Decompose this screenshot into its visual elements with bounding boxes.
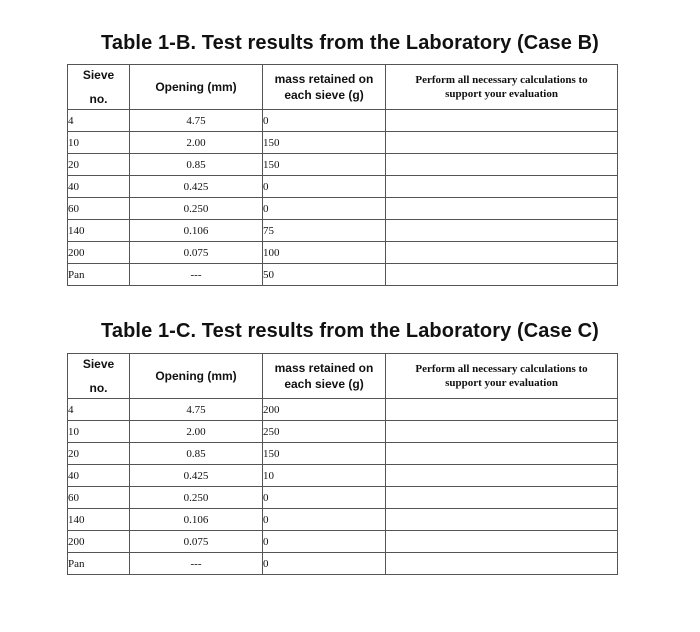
sieve-no-cell: 60	[68, 198, 130, 220]
calculation-cell[interactable]	[386, 264, 618, 286]
calculation-cell[interactable]	[386, 198, 618, 220]
sieve-header-line2: no.	[89, 92, 108, 106]
mass-retained-cell: 0	[263, 110, 386, 132]
table-row	[68, 198, 618, 220]
calculation-cell[interactable]	[386, 154, 618, 176]
calc-header-line2: support your evaluation	[445, 88, 558, 100]
calculation-cell[interactable]	[386, 110, 618, 132]
mass-retained-cell: 0	[263, 509, 386, 531]
mass-header-line1: mass retained on	[274, 72, 374, 86]
sieve-no-cell: 20	[68, 443, 130, 465]
mass-header-line2: each sieve (g)	[284, 377, 364, 391]
table-row	[68, 220, 618, 242]
table-row	[68, 421, 618, 443]
mass-retained-cell: 200	[263, 399, 386, 421]
mass-retained-cell: 50	[263, 264, 386, 286]
mass-retained-cell: 0	[263, 487, 386, 509]
opening-cell: 0.425	[130, 176, 263, 198]
table-c-body	[68, 399, 618, 575]
table-row	[68, 154, 618, 176]
calculation-cell[interactable]	[386, 553, 618, 575]
opening-cell: 0.075	[130, 242, 263, 264]
mass-retained-cell: 0	[263, 553, 386, 575]
calculation-cell[interactable]	[386, 509, 618, 531]
mass-retained-header	[263, 354, 386, 399]
sieve-header-line1: Sieve	[82, 357, 115, 371]
opening-cell: 0.85	[130, 443, 263, 465]
mass-retained-cell: 150	[263, 443, 386, 465]
sieve-no-cell: 140	[68, 509, 130, 531]
table-b-body	[68, 110, 618, 286]
opening-cell: 0.106	[130, 509, 263, 531]
table-b	[67, 64, 618, 286]
opening-header: Opening (mm)	[130, 65, 263, 110]
sieve-header-line2: no.	[89, 381, 108, 395]
mass-retained-cell: 75	[263, 220, 386, 242]
table-row	[68, 110, 618, 132]
opening-cell: 4.75	[130, 110, 263, 132]
opening-cell: 0.250	[130, 487, 263, 509]
mass-retained-cell: 150	[263, 132, 386, 154]
calculations-header	[386, 354, 618, 399]
mass-header-line2: each sieve (g)	[284, 88, 364, 102]
calc-header-line2: support your evaluation	[445, 377, 558, 389]
opening-cell: 0.250	[130, 198, 263, 220]
calculation-cell[interactable]	[386, 220, 618, 242]
sieve-no-cell: 200	[68, 531, 130, 553]
mass-retained-cell: 0	[263, 176, 386, 198]
opening-cell: ---	[130, 553, 263, 575]
calc-header-line1: Perform all necessary calculations to	[415, 363, 588, 375]
mass-retained-header	[263, 65, 386, 110]
table-row	[68, 465, 618, 487]
table-row	[68, 264, 618, 286]
opening-cell: 2.00	[130, 132, 263, 154]
sieve-no-cell: 200	[68, 242, 130, 264]
table-row	[68, 553, 618, 575]
calculation-cell[interactable]	[386, 399, 618, 421]
table-c-title: Table 1-C. Test results from the Laboratory (Case C)	[101, 320, 599, 342]
opening-cell: 0.106	[130, 220, 263, 242]
calculation-cell[interactable]	[386, 421, 618, 443]
table-row	[68, 531, 618, 553]
sieve-no-cell: 40	[68, 465, 130, 487]
calculation-cell[interactable]	[386, 132, 618, 154]
table-row	[68, 509, 618, 531]
calculation-cell[interactable]	[386, 242, 618, 264]
sieve-no-cell: 10	[68, 421, 130, 443]
table-b-title: Table 1-B. Test results from the Laboratory (Case B)	[101, 32, 599, 54]
sieve-no-cell: 4	[68, 399, 130, 421]
opening-cell: 4.75	[130, 399, 263, 421]
table-row	[68, 399, 618, 421]
mass-retained-cell: 250	[263, 421, 386, 443]
table-row	[68, 176, 618, 198]
sieve-header-line1: Sieve	[82, 68, 115, 82]
table-b-header-row	[68, 65, 618, 110]
sieve-no-cell: Pan	[68, 553, 130, 575]
sieve-no-cell: 140	[68, 220, 130, 242]
mass-retained-cell: 150	[263, 154, 386, 176]
sieve-no-header	[68, 65, 130, 110]
table-c	[67, 353, 618, 575]
calculation-cell[interactable]	[386, 443, 618, 465]
table-row	[68, 242, 618, 264]
opening-cell: 0.85	[130, 154, 263, 176]
mass-header-line1: mass retained on	[274, 361, 374, 375]
opening-cell: 0.075	[130, 531, 263, 553]
calc-header-line1: Perform all necessary calculations to	[415, 74, 588, 86]
sieve-no-cell: 20	[68, 154, 130, 176]
calculation-cell[interactable]	[386, 176, 618, 198]
mass-retained-cell: 0	[263, 531, 386, 553]
mass-retained-cell: 100	[263, 242, 386, 264]
opening-header: Opening (mm)	[130, 354, 263, 399]
table-row	[68, 443, 618, 465]
calculation-cell[interactable]	[386, 487, 618, 509]
sieve-no-cell: 60	[68, 487, 130, 509]
sieve-no-header	[68, 354, 130, 399]
calculation-cell[interactable]	[386, 531, 618, 553]
opening-cell: 0.425	[130, 465, 263, 487]
calculation-cell[interactable]	[386, 465, 618, 487]
mass-retained-cell: 0	[263, 198, 386, 220]
sieve-no-cell: Pan	[68, 264, 130, 286]
table-row	[68, 487, 618, 509]
opening-cell: ---	[130, 264, 263, 286]
sieve-no-cell: 4	[68, 110, 130, 132]
sieve-no-cell: 40	[68, 176, 130, 198]
calculations-header	[386, 65, 618, 110]
table-row	[68, 132, 618, 154]
sieve-no-cell: 10	[68, 132, 130, 154]
opening-cell: 2.00	[130, 421, 263, 443]
mass-retained-cell: 10	[263, 465, 386, 487]
table-c-header-row	[68, 354, 618, 399]
